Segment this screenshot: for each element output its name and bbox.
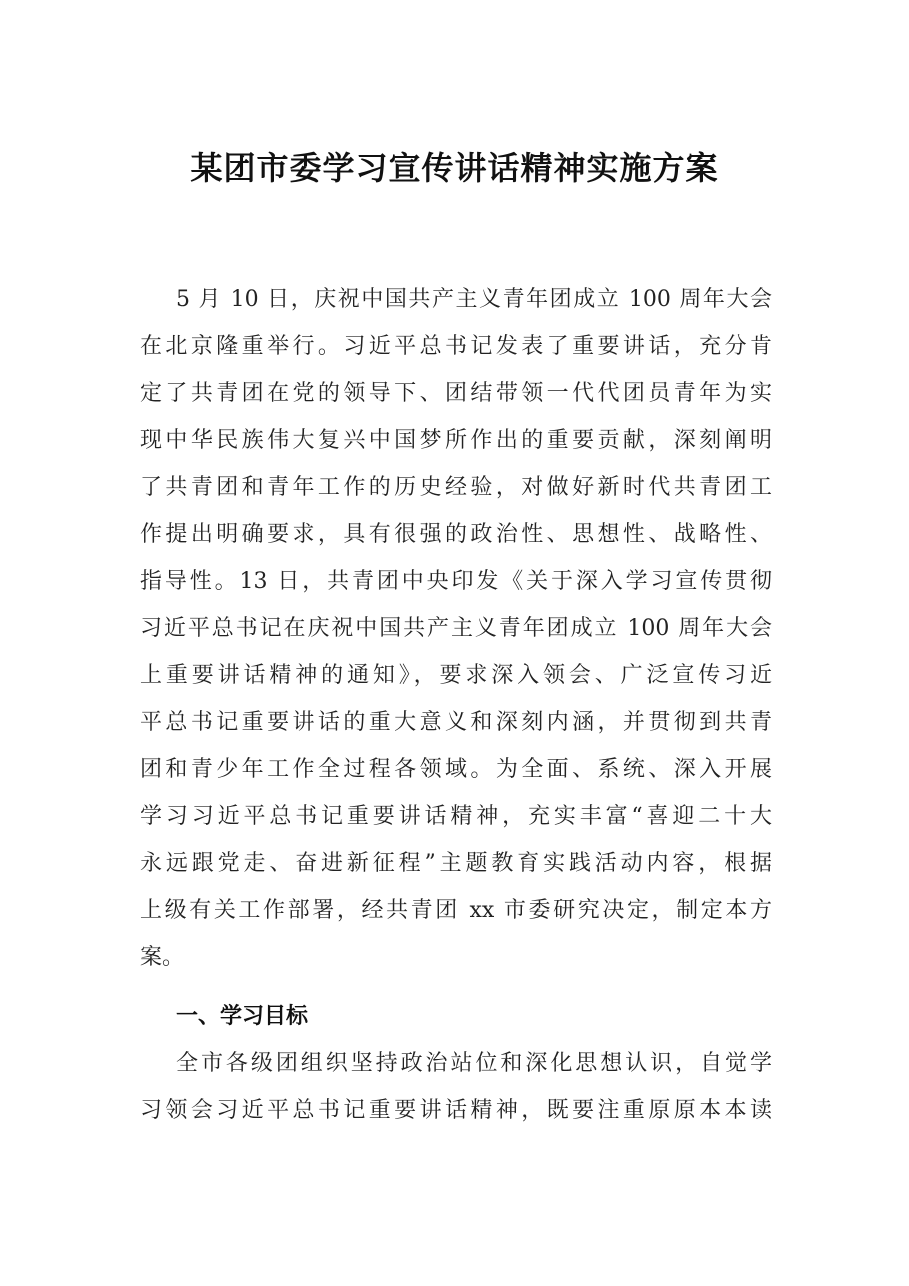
paragraph-line: 全市各级团组织坚持政治站位和深化思想认识，自觉学: [176, 1051, 772, 1076]
section-heading-goals: 一、学习目标: [176, 1004, 309, 1029]
paragraph-line: 指导性。13 日，共青团中央印发《关于深入学习宣传贯彻: [140, 569, 772, 594]
paragraph-line: 习近平总书记在庆祝中国共产主义青年团成立 100 周年大会: [140, 616, 772, 641]
paragraph-line: 5 月 10 日，庆祝中国共产主义青年团成立 100 周年大会: [176, 287, 772, 312]
paragraph-line: 平总书记重要讲话的重大意义和深刻内涵，并贯彻到共青: [140, 710, 772, 735]
paragraph-line: 上重要讲话精神的通知》，要求深入领会、广泛宣传习近: [140, 663, 772, 688]
paragraph-line: 学习习近平总书记重要讲话精神，充实丰富“喜迎二十大: [140, 804, 772, 829]
paragraph-line: 在北京隆重举行。习近平总书记发表了重要讲话，充分肯: [140, 334, 772, 359]
paragraph-line: 定了共青团在党的领导下、团结带领一代代团员青年为实: [140, 381, 772, 406]
paragraph-line: 现中华民族伟大复兴中国梦所作出的重要贡献，深刻阐明: [140, 428, 772, 453]
paragraph-line: 了共青团和青年工作的历史经验，对做好新时代共青团工: [140, 475, 772, 500]
document-title: 某团市委学习宣传讲话精神实施方案: [190, 149, 719, 187]
paragraph-line: 永远跟党走、奋进新征程”主题教育实践活动内容，根据: [140, 851, 772, 876]
paragraph-line: 作提出明确要求，具有很强的政治性、思想性、战略性、: [140, 522, 772, 547]
paragraph-line: 团和青少年工作全过程各领域。为全面、系统、深入开展: [140, 757, 772, 782]
paragraph-line: 习领会习近平总书记重要讲话精神，既要注重原原本本读: [140, 1098, 772, 1123]
intro-paragraph: [140, 276, 772, 981]
goals-paragraph: [140, 1040, 772, 1134]
paragraph-line: 上级有关工作部署，经共青团 xx 市委研究决定，制定本方: [140, 898, 772, 923]
paragraph-line: 案。: [140, 945, 185, 970]
